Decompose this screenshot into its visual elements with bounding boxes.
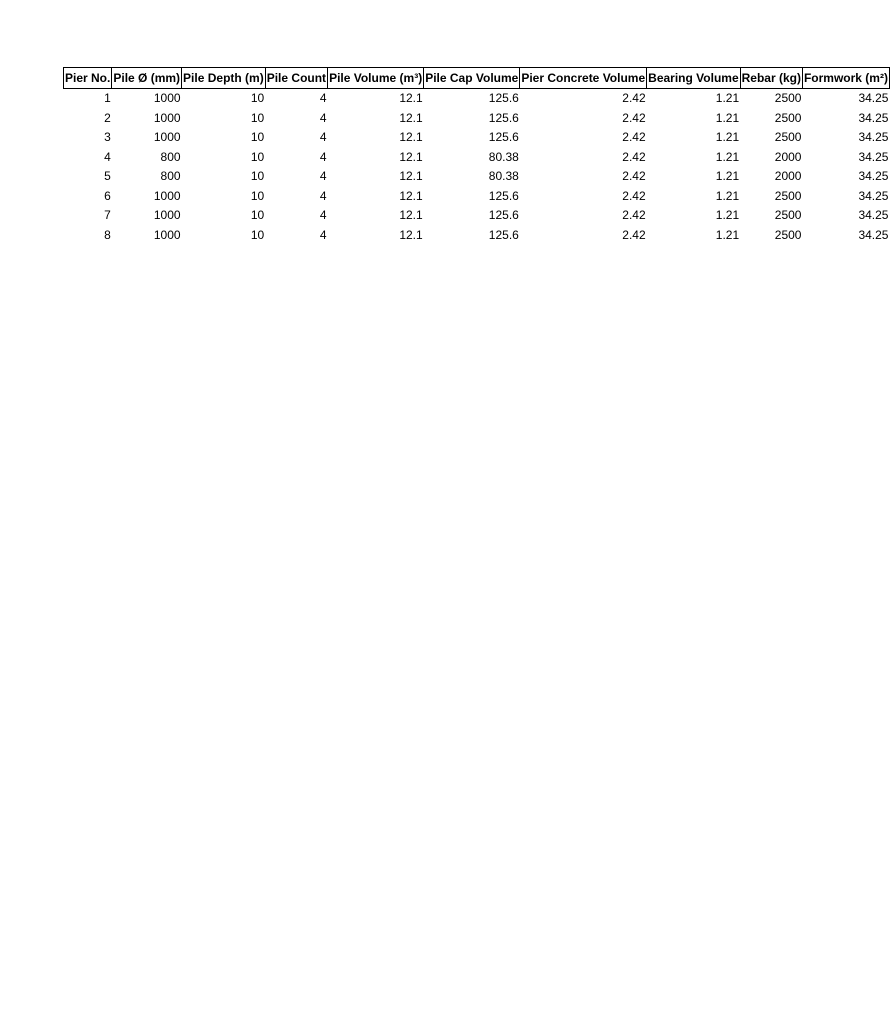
cell-rebar[interactable]: 2500 (774, 188, 802, 203)
cell-formwork[interactable]: 34.25 (858, 110, 889, 125)
cell-pile-volume[interactable]: 12.1 (399, 227, 423, 242)
cell-pier-concrete-volume[interactable]: 2.42 (622, 91, 646, 106)
cell-pier-no[interactable]: 6 (104, 188, 111, 203)
cell-pile-volume[interactable]: 12.1 (399, 169, 423, 184)
cell-pile-depth[interactable]: 10 (250, 110, 265, 125)
header-cell-rebar[interactable]: Rebar (kg) (740, 68, 802, 89)
header-cell-formwork[interactable]: Formwork (m²) (802, 68, 889, 89)
cell-pile-count[interactable]: 4 (319, 188, 327, 203)
cell-pile-diameter[interactable]: 800 (160, 169, 181, 184)
table-row (64, 167, 890, 187)
cell-rebar[interactable]: 2500 (774, 227, 802, 242)
cell-pile-cap-volume[interactable]: 125.6 (488, 227, 519, 242)
cell-pile-count[interactable]: 4 (319, 227, 327, 242)
cell-pile-depth[interactable]: 10 (250, 208, 265, 223)
cell-formwork[interactable]: 34.25 (858, 130, 889, 145)
cell-pier-no[interactable]: 3 (104, 130, 111, 145)
header-cell-pile-volume[interactable]: Pile Volume (m³) (328, 68, 424, 89)
cell-pile-diameter[interactable]: 1000 (153, 208, 181, 223)
table-row (64, 109, 890, 129)
cell-pile-volume[interactable]: 12.1 (399, 188, 423, 203)
table-row (64, 187, 890, 207)
cell-pile-cap-volume[interactable]: 80.38 (488, 169, 519, 184)
cell-pile-diameter[interactable]: 1000 (153, 130, 181, 145)
cell-pile-count[interactable]: 4 (319, 110, 327, 125)
table-row (64, 226, 890, 246)
header-cell-bearing-volume[interactable]: Bearing Volume (647, 68, 740, 89)
cell-pier-concrete-volume[interactable]: 2.42 (622, 208, 646, 223)
header-cell-pier-concrete-volume[interactable]: Pier Concrete Volume (520, 68, 647, 89)
header-cell-pile-depth[interactable]: Pile Depth (m) (182, 68, 266, 89)
cell-pile-count[interactable]: 4 (319, 91, 327, 106)
cell-pier-no[interactable]: 1 (104, 91, 111, 106)
cell-rebar[interactable]: 2500 (774, 208, 802, 223)
pier-quantities-table (63, 67, 890, 245)
table-row (64, 89, 890, 109)
cell-pier-concrete-volume[interactable]: 2.42 (622, 169, 646, 184)
cell-formwork[interactable]: 34.25 (858, 149, 889, 164)
cell-bearing-volume[interactable]: 1.21 (715, 208, 740, 223)
cell-pile-cap-volume[interactable]: 125.6 (488, 110, 519, 125)
cell-pile-volume[interactable]: 12.1 (399, 149, 423, 164)
cell-pile-volume[interactable]: 12.1 (399, 208, 423, 223)
cell-pile-depth[interactable]: 10 (250, 130, 265, 145)
header-row (64, 68, 890, 89)
cell-pile-depth[interactable]: 10 (250, 169, 265, 184)
cell-pile-count[interactable]: 4 (319, 149, 327, 164)
cell-bearing-volume[interactable]: 1.21 (715, 110, 740, 125)
cell-pile-diameter[interactable]: 800 (160, 149, 181, 164)
cell-rebar[interactable]: 2500 (774, 130, 802, 145)
cell-pile-count[interactable]: 4 (319, 208, 327, 223)
cell-rebar[interactable]: 2000 (774, 149, 802, 164)
cell-pile-count[interactable]: 4 (319, 169, 327, 184)
table-body (64, 89, 890, 246)
cell-pier-no[interactable]: 4 (104, 149, 111, 164)
cell-pile-volume[interactable]: 12.1 (399, 130, 423, 145)
cell-bearing-volume[interactable]: 1.21 (715, 188, 740, 203)
cell-formwork[interactable]: 34.25 (858, 188, 889, 203)
cell-pile-diameter[interactable]: 1000 (153, 91, 181, 106)
cell-pile-cap-volume[interactable]: 80.38 (488, 149, 519, 164)
cell-formwork[interactable]: 34.25 (858, 169, 889, 184)
cell-pier-concrete-volume[interactable]: 2.42 (622, 130, 646, 145)
cell-bearing-volume[interactable]: 1.21 (715, 91, 740, 106)
cell-formwork[interactable]: 34.25 (858, 227, 889, 242)
cell-pier-concrete-volume[interactable]: 2.42 (622, 110, 646, 125)
table-row (64, 148, 890, 168)
cell-pier-concrete-volume[interactable]: 2.42 (622, 149, 646, 164)
header-cell-pier-no[interactable]: Pier No. (64, 68, 112, 89)
cell-pier-no[interactable]: 5 (104, 169, 111, 184)
cell-pile-cap-volume[interactable]: 125.6 (488, 188, 519, 203)
spreadsheet-area (63, 67, 890, 245)
table-row (64, 206, 890, 226)
cell-rebar[interactable]: 2500 (774, 110, 802, 125)
cell-pier-concrete-volume[interactable]: 2.42 (622, 188, 646, 203)
cell-pile-depth[interactable]: 10 (250, 91, 265, 106)
header-cell-pile-cap-volume[interactable]: Pile Cap Volume (424, 68, 520, 89)
cell-pier-no[interactable]: 2 (104, 110, 111, 125)
cell-bearing-volume[interactable]: 1.21 (715, 169, 740, 184)
cell-bearing-volume[interactable]: 1.21 (715, 227, 740, 242)
cell-pile-depth[interactable]: 10 (250, 149, 265, 164)
cell-bearing-volume[interactable]: 1.21 (715, 130, 740, 145)
cell-pile-depth[interactable]: 10 (250, 188, 265, 203)
cell-rebar[interactable]: 2500 (774, 91, 802, 106)
cell-pile-depth[interactable]: 10 (250, 227, 265, 242)
cell-pile-cap-volume[interactable]: 125.6 (488, 208, 519, 223)
header-cell-pile-count[interactable]: Pile Count (265, 68, 327, 89)
cell-bearing-volume[interactable]: 1.21 (715, 149, 740, 164)
cell-pile-volume[interactable]: 12.1 (399, 91, 423, 106)
header-cell-pile-diameter[interactable]: Pile Ø (mm) (112, 68, 182, 89)
cell-pile-diameter[interactable]: 1000 (153, 227, 181, 242)
cell-pile-diameter[interactable]: 1000 (153, 110, 181, 125)
cell-pile-cap-volume[interactable]: 125.6 (488, 91, 519, 106)
cell-pile-count[interactable]: 4 (319, 130, 327, 145)
cell-pier-concrete-volume[interactable]: 2.42 (622, 227, 646, 242)
cell-pile-diameter[interactable]: 1000 (153, 188, 181, 203)
cell-pier-no[interactable]: 7 (104, 208, 111, 223)
table-row (64, 128, 890, 148)
cell-formwork[interactable]: 34.25 (858, 91, 889, 106)
cell-formwork[interactable]: 34.25 (858, 208, 889, 223)
cell-rebar[interactable]: 2000 (774, 169, 802, 184)
cell-pile-volume[interactable]: 12.1 (399, 110, 423, 125)
cell-pile-cap-volume[interactable]: 125.6 (488, 130, 519, 145)
cell-pier-no[interactable]: 8 (104, 227, 111, 242)
